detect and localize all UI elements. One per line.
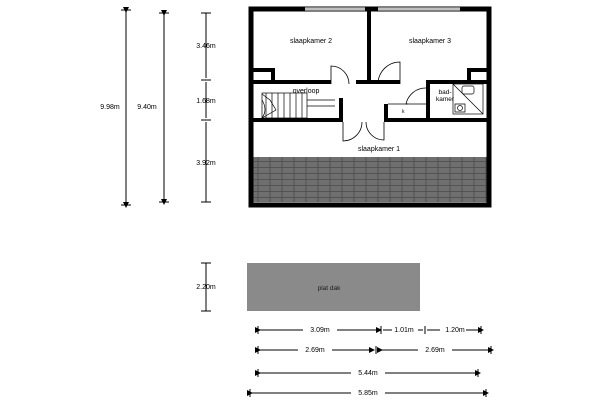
- dim-row2-b: 2.69m: [425, 347, 445, 354]
- dim-seg-top: 3.46m: [196, 43, 216, 50]
- bathroom-fixtures: [453, 84, 483, 114]
- staircase: [262, 93, 335, 118]
- dim-row1-b: 1.01m: [394, 327, 414, 334]
- vertical-dimensions: [100, 10, 216, 311]
- door-bathroom: [406, 88, 426, 104]
- label-bathroom-1: bad-: [438, 89, 452, 96]
- small-mark: k: [402, 109, 405, 115]
- horizontal-dimensions: [250, 326, 491, 397]
- dim-row4: 5.85m: [358, 390, 378, 397]
- label-bedroom2: slaapkamer 2: [289, 38, 333, 45]
- dim-seg-mid: 1.68m: [196, 98, 216, 105]
- wall-bathroom-left: [426, 80, 430, 122]
- label-bathroom-2: kamer: [435, 96, 455, 103]
- dim-row3: 5.44m: [358, 370, 378, 377]
- sink: [462, 86, 474, 94]
- floor-plan: [251, 9, 489, 205]
- door-bedroom2: [331, 66, 349, 84]
- dim-row1-c: 1.20m: [445, 327, 465, 334]
- label-landing: overloop: [292, 88, 320, 95]
- label-flat-roof: plat dak: [317, 285, 341, 292]
- roof-slope-area: [253, 157, 487, 202]
- door-swings: [331, 62, 426, 141]
- label-bedroom1: slaapkamer 1: [357, 146, 401, 153]
- dim-row1-a: 3.09m: [310, 327, 330, 334]
- dim-seg-bottom: 3.92m: [196, 160, 216, 167]
- door-bedroom1: [343, 122, 362, 141]
- dim-row2-a: 2.69m: [305, 347, 325, 354]
- label-bedroom3: slaapkamer 3: [408, 38, 452, 45]
- wall-landing-bottom-1: [253, 118, 343, 122]
- wall-bathroom-bottom: [426, 118, 487, 122]
- dim-total-outer: 9.98m: [100, 104, 120, 111]
- dim-total-inner: 9.40m: [137, 104, 157, 111]
- wall-bedrooms-bottom-3: [426, 80, 487, 84]
- wall-landing-bottom-2: [384, 118, 430, 122]
- wall-bedrooms-bottom-1: [253, 80, 331, 84]
- dim-roof-depth: 2.20m: [196, 284, 216, 291]
- horizontal-dimension-labels: [298, 325, 466, 397]
- wall-bedroom2-3: [367, 9, 371, 84]
- flat-roof: [247, 263, 420, 311]
